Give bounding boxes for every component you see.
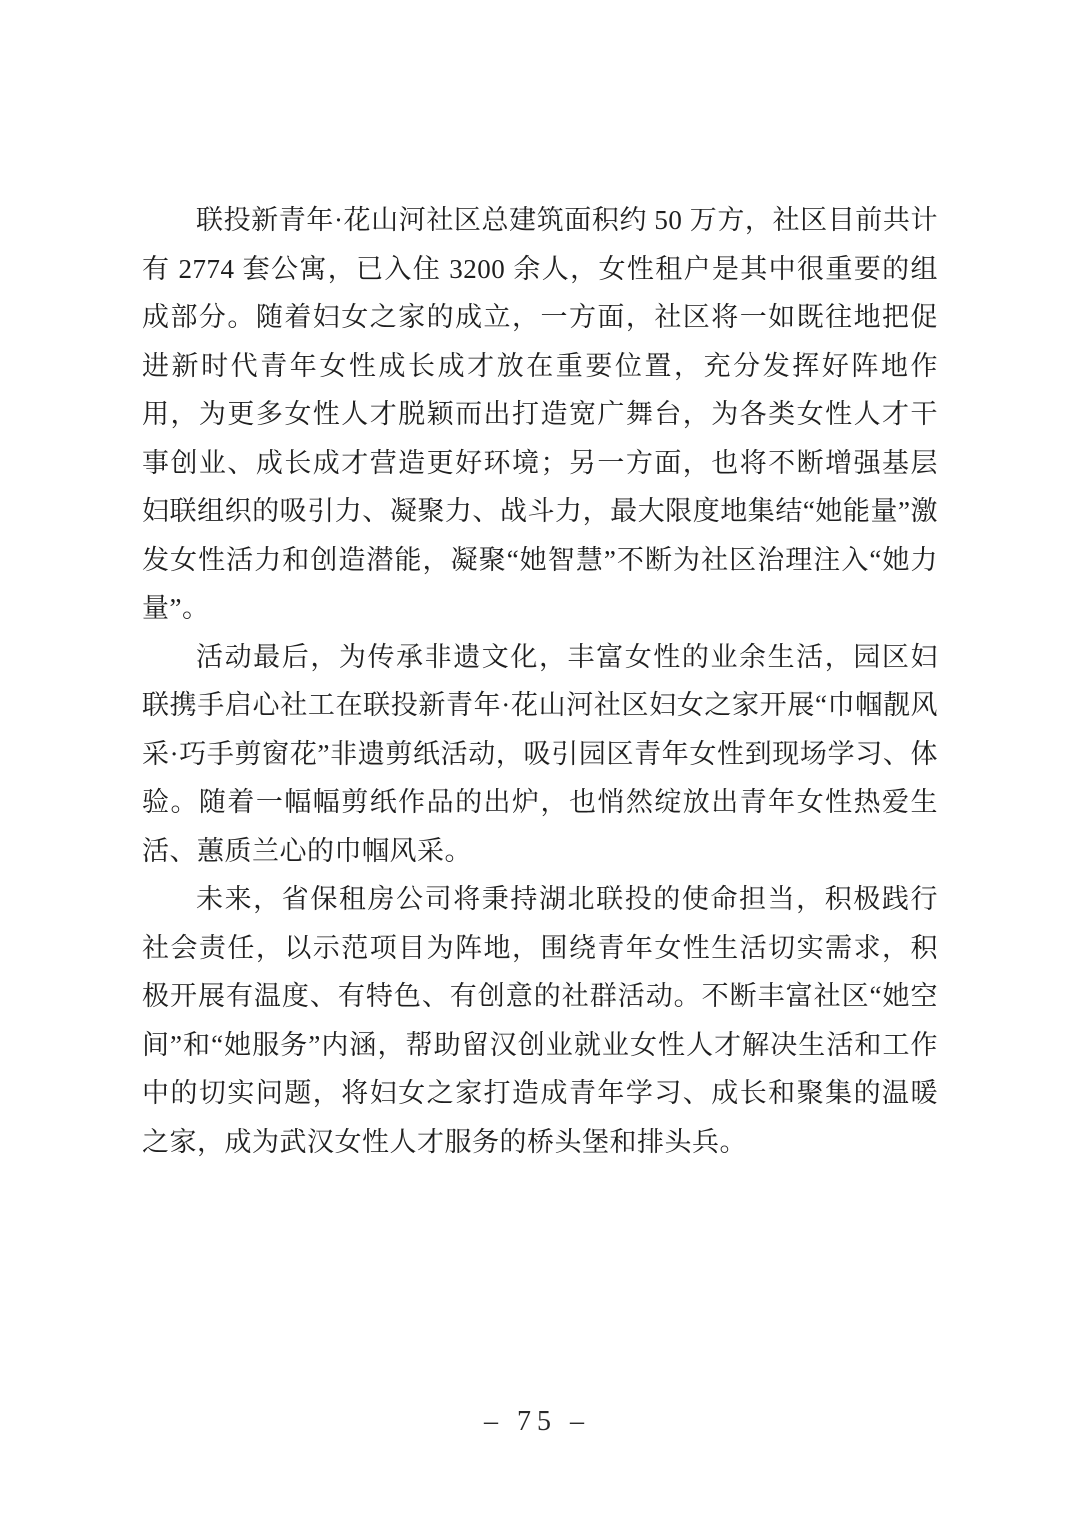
paragraph-1: 联投新青年·花山河社区总建筑面积约 50 万方，社区目前共计有 2774 套公寓，已入住 3200 余人，女性租户是其中很重要的组成部分。随着妇女之家的成立，一方面，社区将一如既往地把促进新时代青年女性成长成才放在重要位置，充分发挥好阵地作用，为更多女性人才脱颖而出打造宽广舞台，为各类女性人才干事创业、成长成才营造更好环境；另一方面，也将不断增强基层妇联组织的吸引力、凝聚力、战斗力，最大限度地集结“她能量”激发女性活力和创造潜能，凝聚“她智慧”不断为社区治理注入“她力量”。 xyxy=(142,205,938,623)
page-number: – 75 – xyxy=(484,1406,590,1437)
document-body xyxy=(142,196,938,1166)
paragraph-2: 活动最后，为传承非遗文化，丰富女性的业余生活，园区妇联携手启心社工在联投新青年·花山河社区妇女之家开展“巾帼靓风采·巧手剪窗花”非遗剪纸活动，吸引园区青年女性到现场学习、体验。随着一幅幅剪纸作品的出炉，也悄然绽放出青年女性热爱生活、蕙质兰心的巾帼风采。 xyxy=(142,641,938,866)
paragraph-3: 未来，省保租房公司将秉持湖北联投的使命担当，积极践行社会责任，以示范项目为阵地，围绕青年女性生活切实需求，积极开展有温度、有特色、有创意的社群活动。不断丰富社区“她空间”和“她服务”内涵，帮助留汉创业就业女性人才解决生活和工作中的切实问题，将妇女之家打造成青年学习、成长和聚集的温暖之家，成为武汉女性人才服务的桥头堡和排头兵。 xyxy=(142,884,938,1157)
